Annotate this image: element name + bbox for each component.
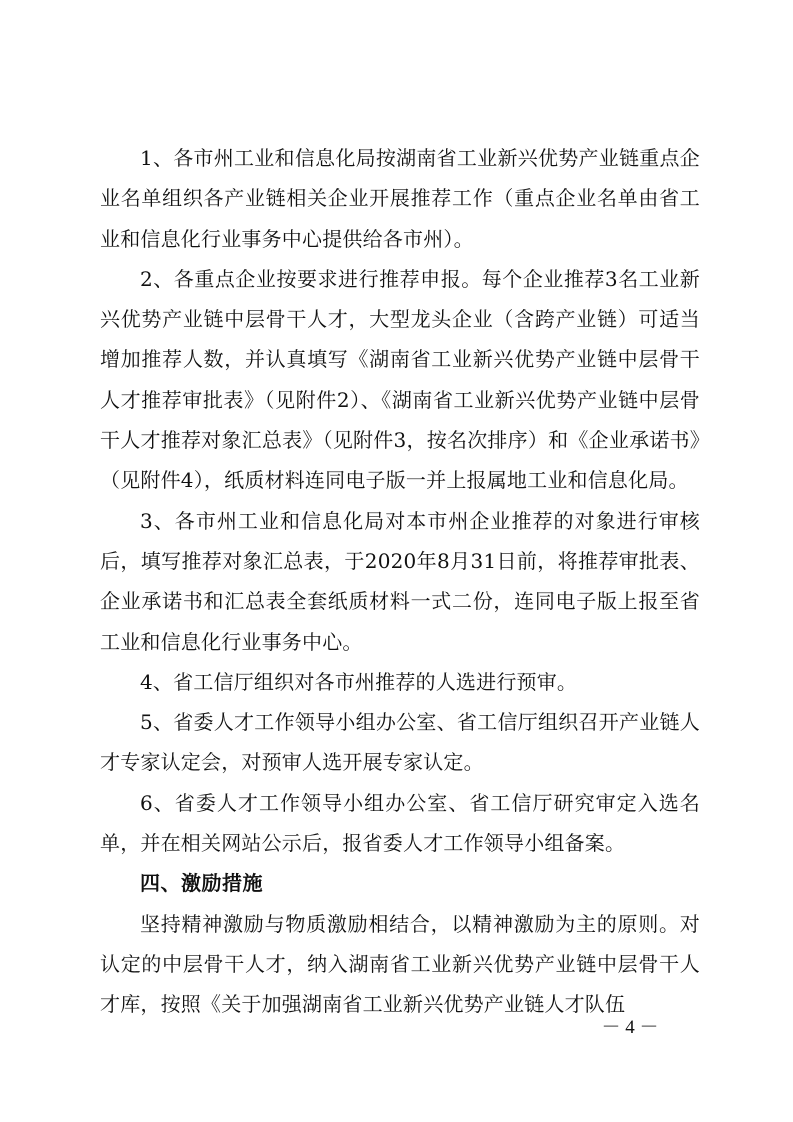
paragraph-step-2: 2、各重点企业按要求进行推荐申报。每个企业推荐3名工业新兴优势产业链中层骨干人才，大型龙头企业（含跨产业链）可适当增加推荐人数，并认真填写《湖南省工业新兴优势产业链中层骨干人才推荐审批表》（见附件2）、《湖南省工业新兴优势产业链中层骨干人才推荐对象汇总表》（见附件3，按名次排序）和《企业承诺书》（见附件4），纸质材料连同电子版一并上报属地工业和信息化局。 — [100, 266, 700, 493]
paragraph-incentives: 坚持精神激励与物质激励相结合，以精神激励为主的原则。对认定的中层骨干人才，纳入湖南省工业新兴优势产业链中层骨干人才库，按照《关于加强湖南省工业新兴优势产业链人才队伍 — [100, 911, 700, 1017]
paragraph-step-6: 6、省委人才工作领导小组办公室、省工信厅研究审定入选名单，并在相关网站公示后，报省委人才工作领导小组备案。 — [100, 790, 700, 856]
paragraph-step-3: 3、各市州工业和信息化局对本市州企业推荐的对象进行审核后，填写推荐对象汇总表，于2020年8月31日前，将推荐审批表、企业承诺书和汇总表全套纸质材料一式二份，连同电子版上报至省工业和信息化行业事务中心。 — [100, 508, 700, 654]
paragraph-step-4: 4、省工信厅组织对各市州推荐的人选进行预审。 — [140, 669, 578, 694]
document-body — [100, 138, 700, 1025]
paragraph-step-5: 5、省委人才工作领导小组办公室、省工信厅组织召开产业链人才专家认定会，对预审人选开展专家认定。 — [100, 710, 700, 775]
section-heading-incentives: 四、激励措施 — [140, 871, 263, 896]
paragraph-step-1: 1、各市州工业和信息化局按湖南省工业新兴优势产业链重点企业名单组织各产业链相关企业开展推荐工作（重点企业名单由省工业和信息化行业事务中心提供给各市州）。 — [100, 146, 700, 251]
page-number: － 4 － — [601, 1017, 659, 1038]
